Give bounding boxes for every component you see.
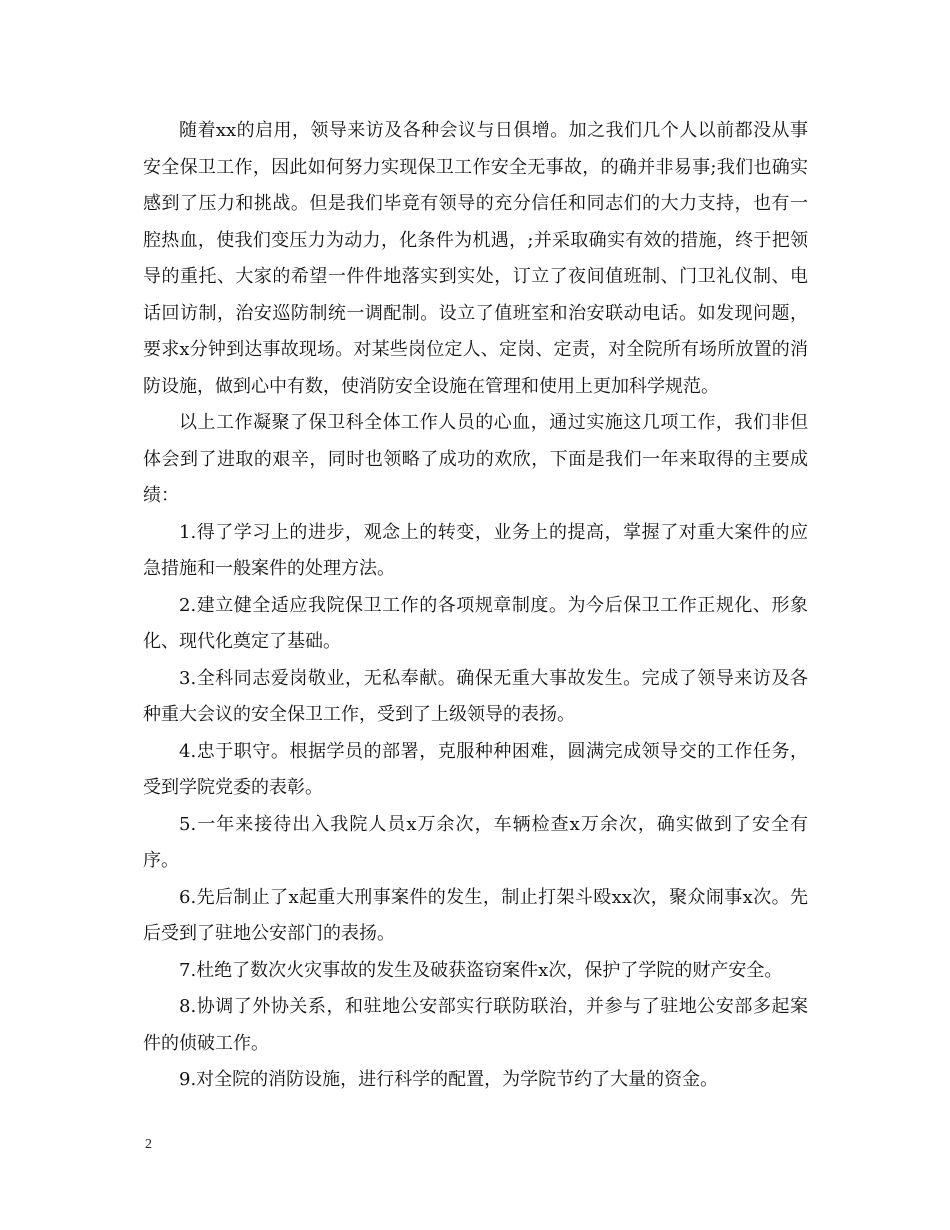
achievement-item-9: 9.对全院的消防设施，进行科学的配置，为学院节约了大量的资金。 (179, 1069, 719, 1090)
document-body (143, 113, 808, 1099)
paragraph-summary: 以上工作凝聚了保卫科全体工作人员的心血，通过实施这几项工作，我们非但体会到了进取的艰辛，同时也领略了成功的欢欣，下面是我们一年来取得的主要成绩： (143, 412, 808, 506)
achievement-item-3: 3.全科同志爱岗敬业，无私奉献。确保无重大事故发生。完成了领导来访及各种重大会议的安全保卫工作，受到了上级领导的表扬。 (143, 667, 808, 725)
page-number: 2 (145, 1137, 152, 1152)
achievement-item-8: 8.协调了外协关系，和驻地公安部实行联防联治，并参与了驻地公安部多起案件的侦破工作。 (143, 996, 808, 1054)
achievement-item-6: 6.先后制止了x起重大刑事案件的发生，制止打架斗殴xx次，聚众闹事x次。先后受到了驻地公安部门的表扬。 (143, 886, 808, 944)
achievement-item-5: 5.一年来接待出入我院人员x万余次，车辆检查x万余次，确实做到了安全有序。 (143, 813, 808, 871)
achievement-item-1: 1.得了学习上的进步，观念上的转变，业务上的提高，掌握了对重大案件的应急措施和一般案件的处理方法。 (143, 521, 808, 579)
achievement-item-2: 2.建立健全适应我院保卫工作的各项规章制度。为今后保卫工作正规化、形象化、现代化奠定了基础。 (143, 594, 808, 652)
paragraph-intro: 随着xx的启用，领导来访及各种会议与日俱增。加之我们几个人以前都没从事安全保卫工作，因此如何努力实现保卫工作安全无事故，的确并非易事;我们也确实感到了压力和挑战。但是我们毕竟有领导的充分信任和同志们的大力支持，也有一腔热血，使我们变压力为动力，化条件为机遇，;并采取确实有效的措施，终于把领导的重托、大家的希望一件件地落实到实处，订立了夜间值班制、门卫礼仪制、电话回访制，治安巡防制统一调配制。设立了值班室和治安联动电话。如发现问题，要求x分钟到达事故现场。对某些岗位定人、定岗、定责，对全院所有场所放置的消防设施，做到心中有数，使消防安全设施在管理和使用上更加科学规范。 (143, 120, 808, 397)
achievement-item-7: 7.杜绝了数次火灾事故的发生及破获盗窃案件x次，保护了学院的财产安全。 (179, 959, 783, 981)
achievement-item-4: 4.忠于职守。根据学员的部署，克服种种困难，圆满完成领导交的工作任务，受到学院党委的表彰。 (143, 740, 808, 798)
